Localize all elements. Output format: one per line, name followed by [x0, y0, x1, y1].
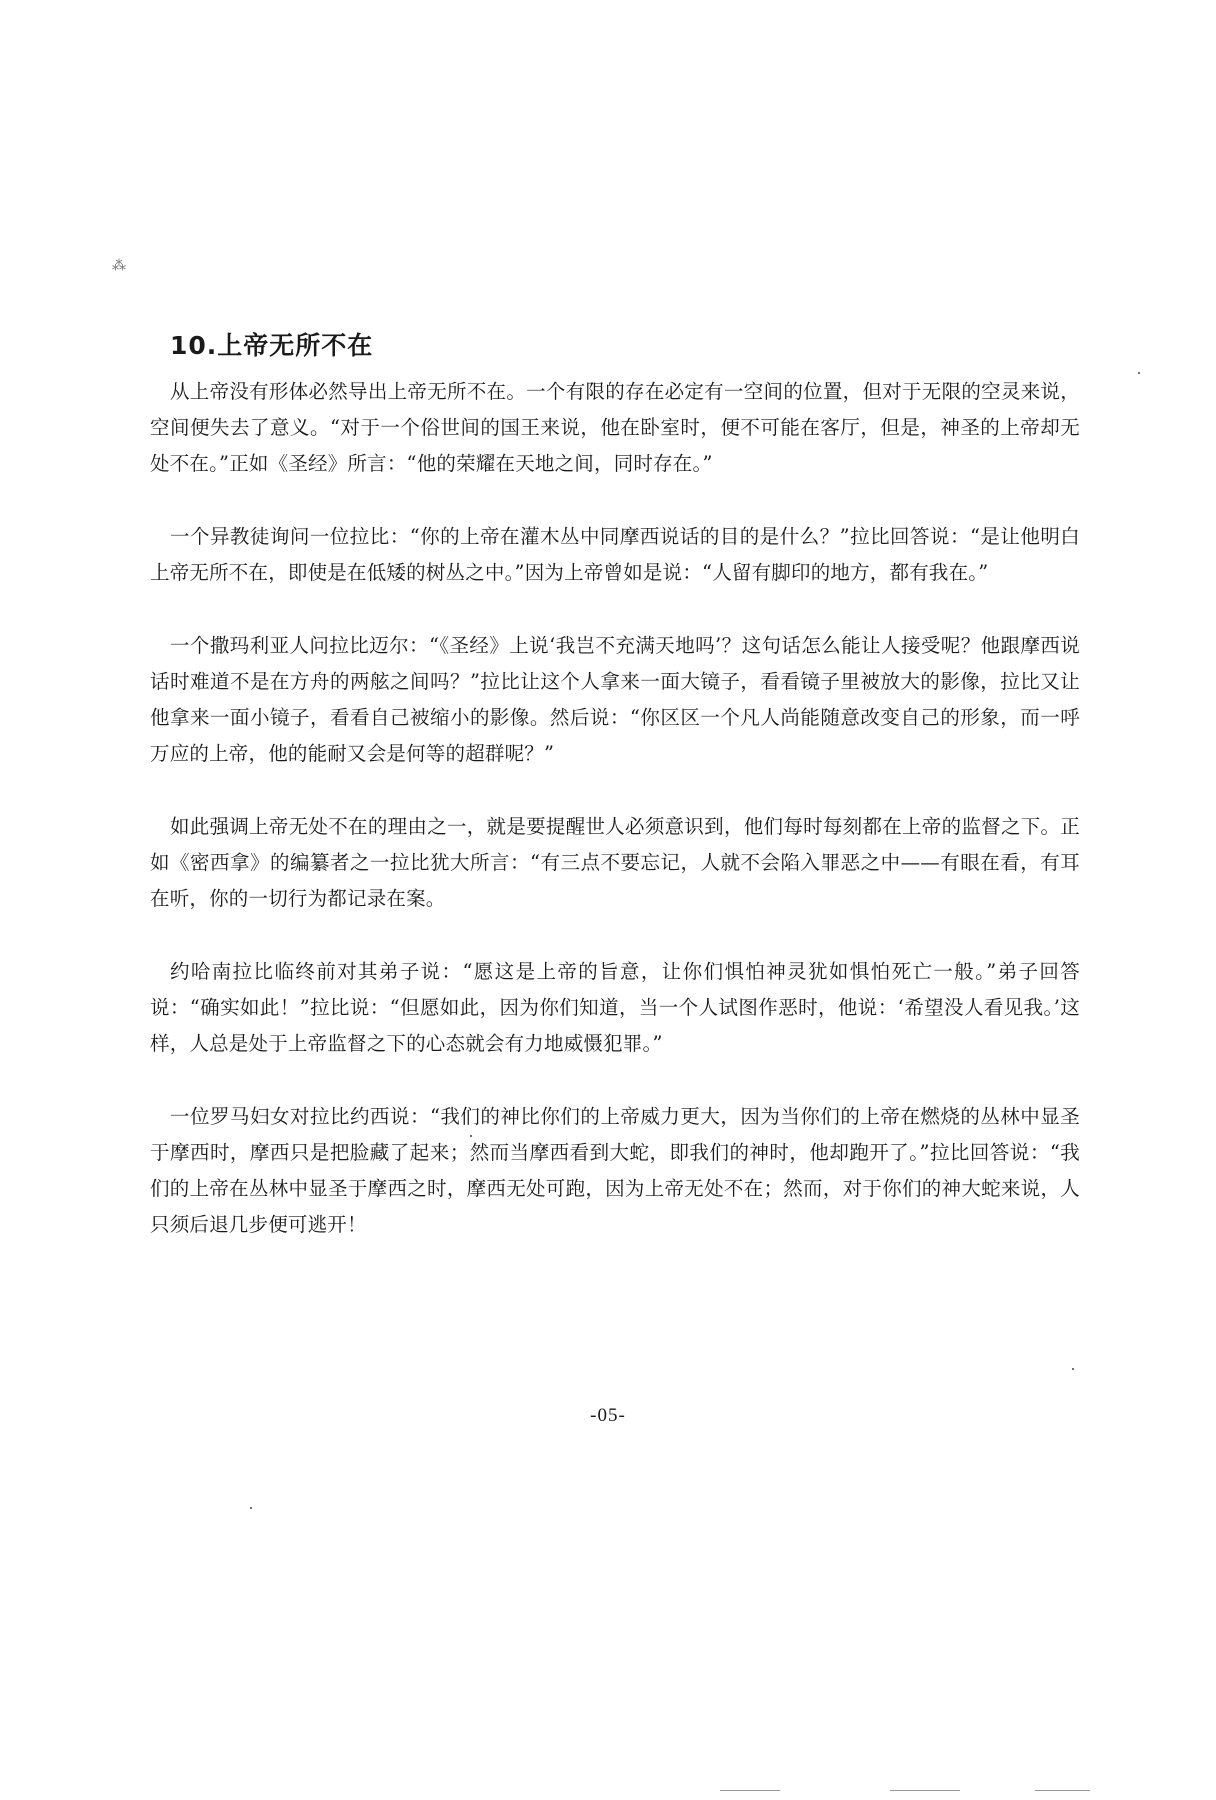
- document-body: [150, 330, 1080, 1280]
- scan-speck: [470, 1135, 472, 1137]
- page-number: -05-: [590, 1405, 626, 1426]
- paragraph-3: 一个撒玛利亚人问拉比迈尔：“《圣经》上说‘我岂不充满天地吗’？这句话怎么能让人接受呢？他跟摩西说话时难道不是在方舟的两舷之间吗？”拉比让这个人拿来一面大镜子，看看镜子里被放大的影像，拉比又让他拿来一面小镜子，看看自己被缩小的影像。然后说：“你区区一个凡人尚能随意改变自己的形象，而一呼万应的上帝，他的能耐又会是何等的超群呢？”: [150, 634, 1080, 765]
- paragraph-2: 一个异教徒询问一位拉比：“你的上帝在灌木丛中同摩西说话的目的是什么？”拉比回答说：“是让他明白上帝无所不在，即使是在低矮的树丛之中。”因为上帝曾如是说：“人留有脚印的地方，都有我在。”: [150, 525, 1080, 584]
- scan-artifact-icon: ⁂: [112, 258, 126, 274]
- paragraph-4: 如此强调上帝无处不在的理由之一，就是要提醒世人必须意识到，他们每时每刻都在上帝的监督之下。正如《密西拿》的编纂者之一拉比犹大所言：“有三点不要忘记，人就不会陷入罪恶之中——有眼在看，有耳在听，你的一切行为都记录在案。: [150, 815, 1080, 910]
- scan-edge-line: [1035, 1790, 1090, 1791]
- paragraph-1: 从上帝没有形体必然导出上帝无所不在。一个有限的存在必定有一空间的位置，但对于无限的空灵来说，空间便失去了意义。“对于一个俗世间的国王来说，他在卧室时，便不可能在客厅，但是，神圣的上帝却无处不在。”正如《圣经》所言：“他的荣耀在天地之间，同时存在。”: [150, 380, 1080, 475]
- scan-edge-line: [890, 1790, 960, 1791]
- paragraph-5: 约哈南拉比临终前对其弟子说：“愿这是上帝的旨意，让你们惧怕神灵犹如惧怕死亡一般。”弟子回答说：“确实如此！”拉比说：“但愿如此，因为你们知道，当一个人试图作恶时，他说：‘希望没人看见我。’这样，人总是处于上帝监督之下的心态就会有力地威慑犯罪。”: [150, 960, 1080, 1055]
- scan-edge-line: [720, 1790, 780, 1791]
- scan-speck: [1072, 1368, 1074, 1370]
- section-title: 10.上帝无所不在: [170, 331, 374, 360]
- scan-speck: [250, 1507, 252, 1509]
- scan-speck: [1138, 372, 1140, 374]
- paragraph-6: 一位罗马妇女对拉比约西说：“我们的神比你们的上帝威力更大，因为当你们的上帝在燃烧的丛林中显圣于摩西时，摩西只是把脸藏了起来；然而当摩西看到大蛇，即我们的神时，他却跑开了。”拉比回答说：“我们的上帝在丛林中显圣于摩西之时，摩西无处可跑，因为上帝无处不在；然而，对于你们的神大蛇来说，人只须后退几步便可逃开！: [150, 1105, 1080, 1236]
